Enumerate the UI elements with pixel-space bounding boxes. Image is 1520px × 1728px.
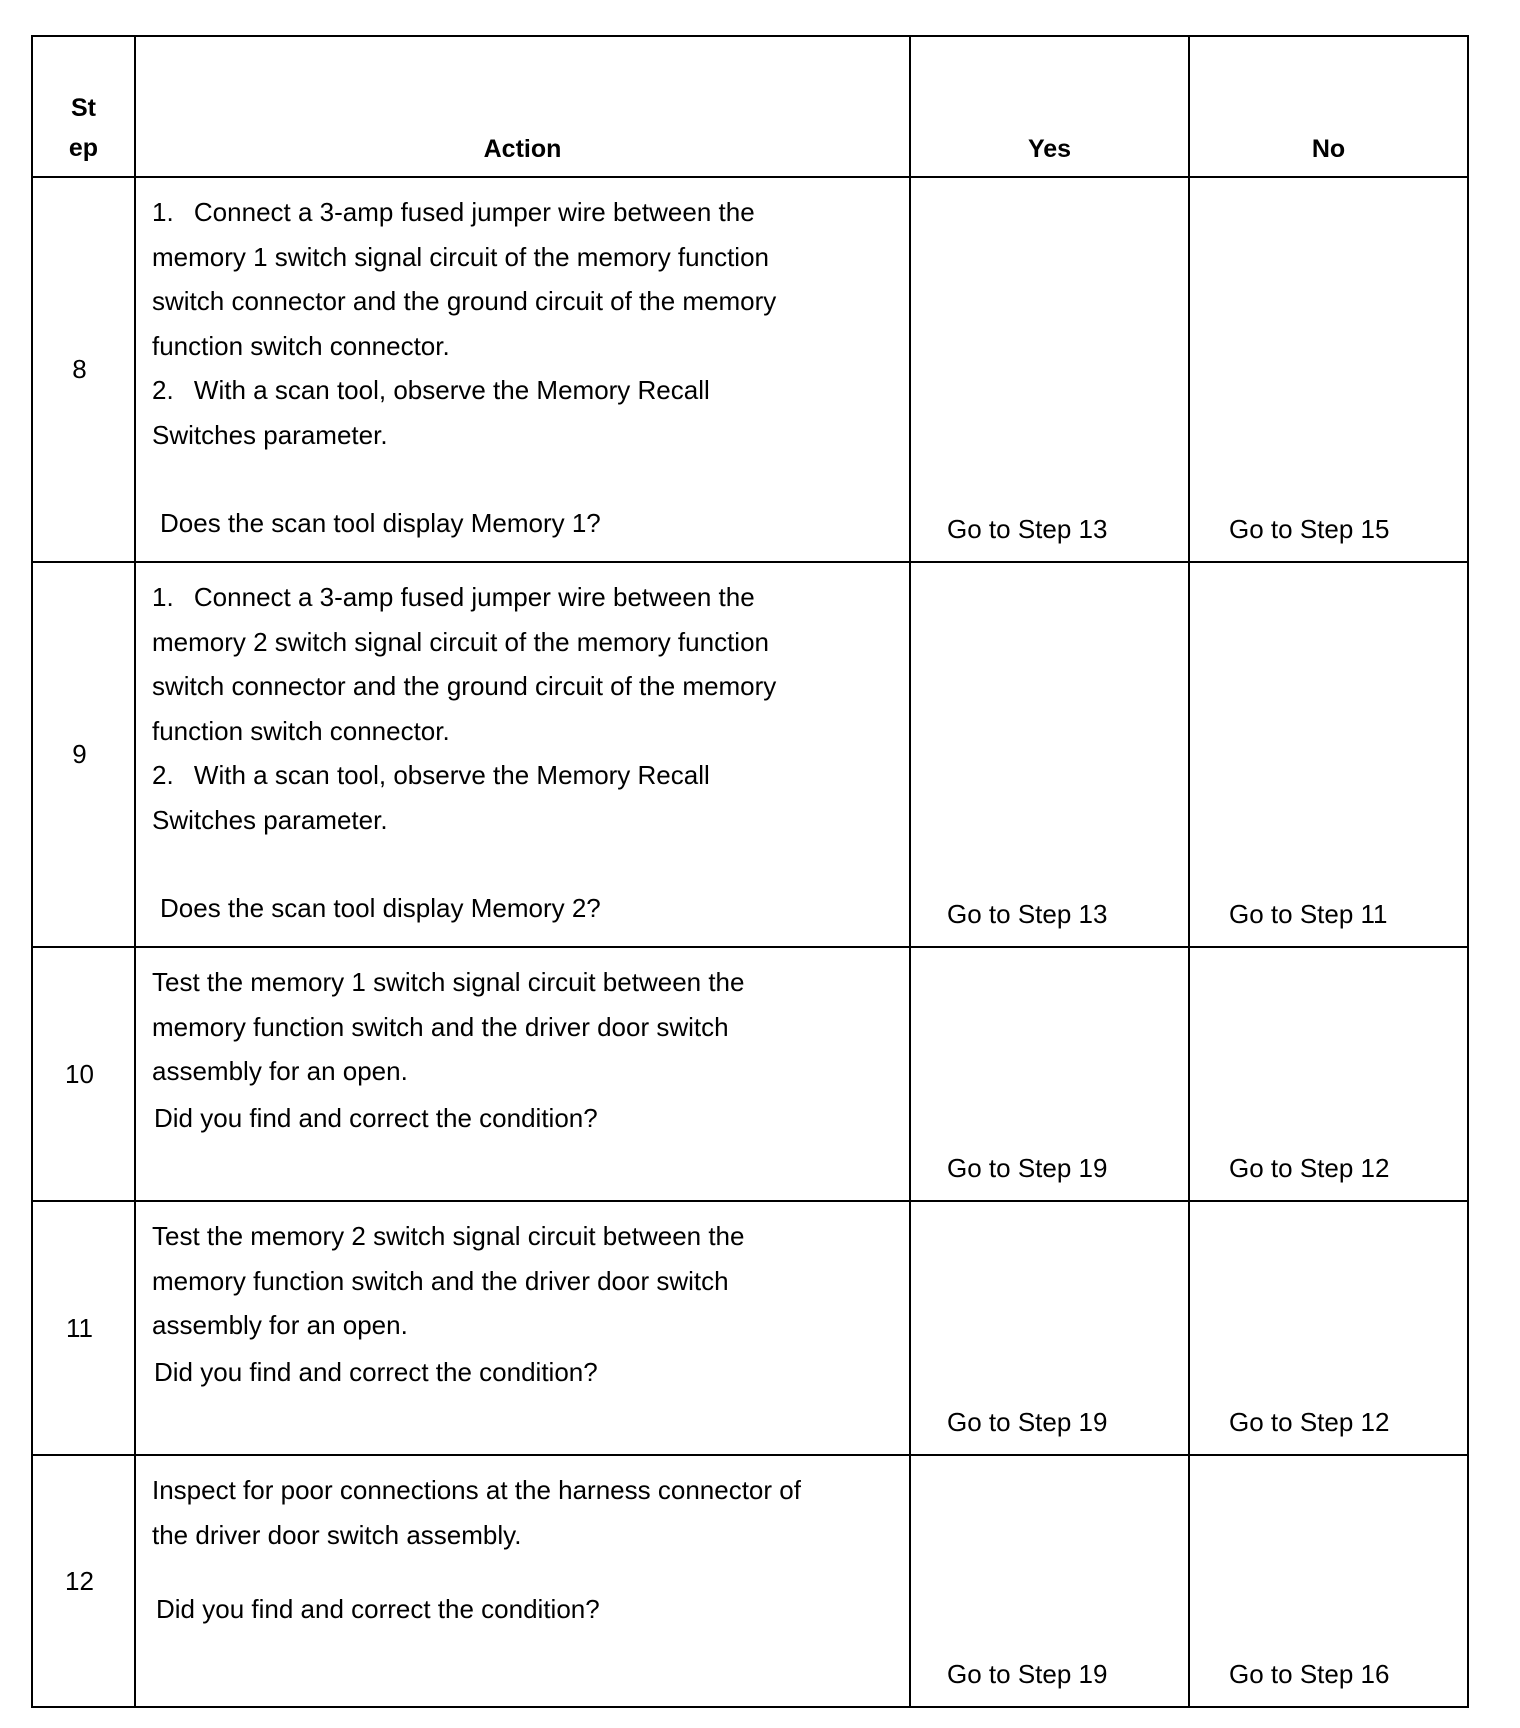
table-row	[32, 177, 1468, 562]
action-column-header: Action	[135, 36, 910, 177]
action-line: switch connector and the ground circuit of the memory	[152, 286, 777, 316]
yes-result: Go to Step 19	[910, 1455, 1189, 1707]
action-line: memory 2 switch signal circuit of the memory function	[152, 626, 769, 657]
no-column-header: No	[1189, 36, 1468, 177]
action-line: assembly for an open.	[152, 1056, 408, 1086]
action-cell	[135, 1455, 910, 1707]
action-line: Test the memory 1 switch signal circuit between the	[152, 967, 745, 997]
table-row	[32, 947, 1468, 1201]
table-row	[32, 562, 1468, 947]
yes-result: Go to Step 13	[910, 562, 1189, 947]
action-line: 1. Connect a 3-amp fused jumper wire between the	[152, 197, 755, 227]
yes-column-header: Yes	[910, 36, 1189, 177]
action-line: switch connector and the ground circuit of the memory	[152, 671, 777, 701]
table-row	[32, 1201, 1468, 1455]
step-number: 8	[32, 177, 135, 562]
action-line: function switch connector.	[152, 715, 450, 746]
step-number: 9	[32, 562, 135, 947]
yes-result: Go to Step 19	[910, 947, 1189, 1201]
action-line: 1. Connect a 3-amp fused jumper wire between the	[152, 582, 755, 612]
diagnostic-table	[31, 35, 1469, 1708]
table-row	[32, 1455, 1468, 1707]
action-line: assembly for an open.	[152, 1310, 408, 1340]
action-line: Switches parameter.	[152, 804, 388, 835]
action-question: Does the scan tool display Memory 2?	[160, 892, 601, 923]
action-cell	[135, 1201, 910, 1455]
no-result: Go to Step 12	[1189, 1201, 1468, 1455]
yes-result: Go to Step 19	[910, 1201, 1189, 1455]
action-line: function switch connector.	[152, 330, 450, 361]
no-result: Go to Step 11	[1189, 562, 1468, 947]
action-line: Test the memory 2 switch signal circuit between the	[152, 1221, 745, 1251]
action-question: Did you find and correct the condition?	[154, 1102, 598, 1133]
action-cell	[135, 177, 910, 562]
action-line: 2. With a scan tool, observe the Memory Recall	[152, 375, 710, 405]
action-line: Inspect for poor connections at the harness connector of	[152, 1475, 801, 1505]
action-cell	[135, 947, 910, 1201]
action-line: memory function switch and the driver door switch	[152, 1011, 729, 1042]
action-line: memory function switch and the driver door switch	[152, 1265, 729, 1296]
yes-result: Go to Step 13	[910, 177, 1189, 562]
action-line: the driver door switch assembly.	[152, 1519, 522, 1550]
action-question: Did you find and correct the condition?	[156, 1594, 600, 1624]
step-number: 10	[32, 947, 135, 1201]
action-cell	[135, 562, 910, 947]
no-result: Go to Step 16	[1189, 1455, 1468, 1707]
action-question: Does the scan tool display Memory 1?	[160, 507, 601, 538]
action-line: 2. With a scan tool, observe the Memory Recall	[152, 760, 710, 790]
action-line: Switches parameter.	[152, 419, 388, 450]
no-result: Go to Step 15	[1189, 177, 1468, 562]
step-number: 11	[32, 1201, 135, 1455]
step-column-header: St ep	[32, 36, 135, 177]
no-result: Go to Step 12	[1189, 947, 1468, 1201]
action-question: Did you find and correct the condition?	[154, 1356, 598, 1387]
step-number: 12	[32, 1455, 135, 1707]
action-line: memory 1 switch signal circuit of the memory function	[152, 241, 769, 272]
header-row	[32, 36, 1468, 177]
